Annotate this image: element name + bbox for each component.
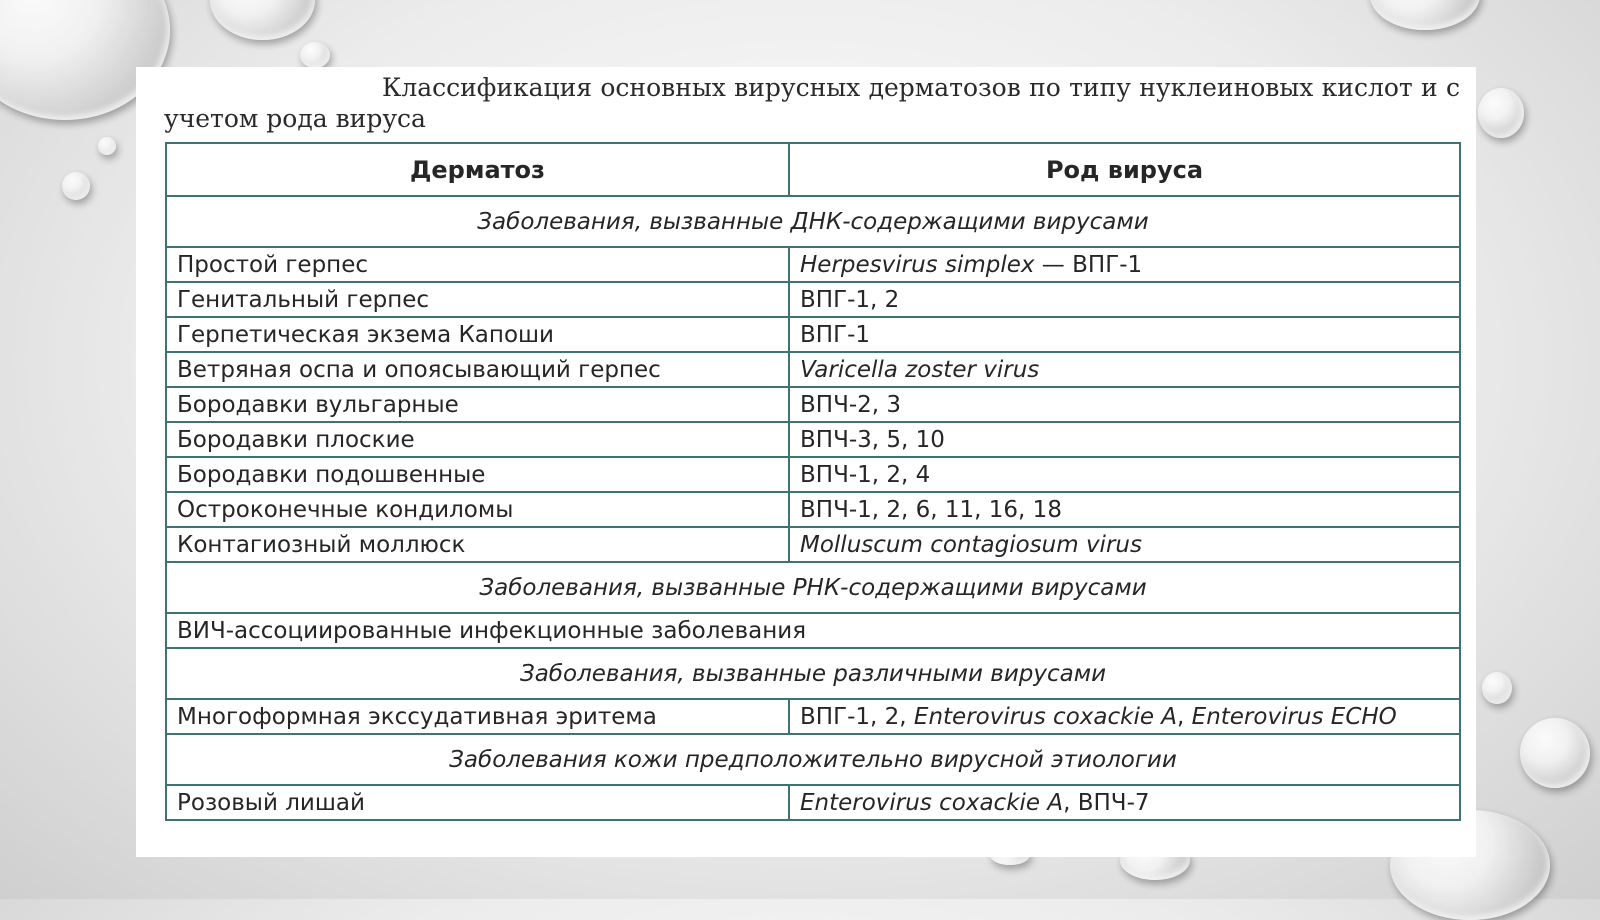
virus-text: ВПЧ-1, 2, 4 — [800, 461, 931, 488]
virus-italic-text: Varicella zoster virus — [800, 356, 1040, 383]
table-row — [166, 613, 1460, 648]
table-row — [166, 699, 1460, 734]
virus-cell — [789, 457, 1460, 492]
table-header-row — [166, 143, 1460, 196]
section-various: Заболевания, вызванные различными вирусами — [166, 648, 1460, 699]
table-row — [166, 492, 1460, 527]
water-drop-decoration — [1478, 88, 1524, 138]
dermatosis-cell: Бородавки вульгарные — [166, 387, 789, 422]
section-presumed: Заболевания кожи предположительно вирусной этиологии — [166, 734, 1460, 785]
table-row — [166, 785, 1460, 820]
table-row — [166, 282, 1460, 317]
table-row — [166, 527, 1460, 562]
dermatoses-table — [165, 142, 1461, 821]
section-row — [166, 648, 1460, 699]
section-row — [166, 734, 1460, 785]
virus-italic-text: Herpesvirus simplex — [800, 251, 1035, 278]
virus-text: ВПЧ-2, 3 — [800, 391, 902, 418]
water-drop-decoration — [62, 172, 90, 200]
virus-cell — [789, 422, 1460, 457]
virus-text: — ВПГ-1 — [1034, 251, 1143, 278]
dermatosis-cell: Многоформная экссудативная эритема — [166, 699, 789, 734]
section-row — [166, 562, 1460, 613]
header-dermatosis: Дерматоз — [166, 143, 789, 196]
header-virus-genus: Род вируса — [789, 143, 1460, 196]
virus-cell — [789, 352, 1460, 387]
dermatosis-cell: Остроконечные кондиломы — [166, 492, 789, 527]
virus-cell — [789, 387, 1460, 422]
virus-text: ВПГ-1, 2 — [800, 286, 900, 313]
table-row — [166, 457, 1460, 492]
virus-cell — [789, 282, 1460, 317]
dermatosis-cell: Простой герпес — [166, 247, 789, 282]
virus-italic-text: Molluscum contagiosum virus — [800, 531, 1142, 558]
virus-text: ВПЧ-1, 2, 6, 11, 16, 18 — [800, 496, 1062, 523]
table-row — [166, 247, 1460, 282]
virus-cell — [789, 247, 1460, 282]
dermatosis-cell: Контагиозный моллюск — [166, 527, 789, 562]
water-drop-decoration — [1370, 0, 1480, 30]
dermatosis-cell: Бородавки подошвенные — [166, 457, 789, 492]
dermatosis-cell: Розовый лишай — [166, 785, 789, 820]
water-drop-decoration — [1482, 672, 1512, 704]
section-rna: Заболевания, вызванные РНК-содержащими вирусами — [166, 562, 1460, 613]
table-row — [166, 422, 1460, 457]
caption-line-1: Классификация основных вирусных дерматозов по типу нуклеиновых кислот — [382, 73, 1413, 102]
dermatosis-cell: Бородавки плоские — [166, 422, 789, 457]
dermatosis-cell: Ветряная оспа и опоясывающий герпес — [166, 352, 789, 387]
table-caption — [164, 72, 1460, 134]
water-drop-decoration — [300, 42, 330, 68]
virus-cell — [789, 492, 1460, 527]
virus-text: , — [1177, 703, 1192, 730]
virus-cell — [789, 527, 1460, 562]
virus-text: ВПГ-1, 2, — [800, 703, 914, 730]
virus-cell — [789, 699, 1460, 734]
water-drop-decoration — [98, 137, 116, 155]
water-drop-decoration — [210, 0, 315, 40]
virus-italic-text: Enterovirus coxackie A — [913, 703, 1178, 730]
virus-italic-text: Enterovirus ECHO — [1191, 703, 1397, 730]
table-row — [166, 387, 1460, 422]
caption-line-2: и с учетом рода вируса — [164, 73, 1460, 133]
water-drop-decoration — [1520, 718, 1590, 788]
dermatosis-cell: ВИЧ-ассоциированные инфекционные заболевания — [166, 613, 1460, 648]
virus-cell — [789, 785, 1460, 820]
section-row — [166, 196, 1460, 247]
virus-text: , ВПЧ-7 — [1063, 789, 1150, 816]
section-dna: Заболевания, вызванные ДНК-содержащими вирусами — [166, 196, 1460, 247]
virus-cell — [789, 317, 1460, 352]
dermatosis-cell: Герпетическая экзема Капоши — [166, 317, 789, 352]
virus-italic-text: Enterovirus coxackie A — [800, 789, 1064, 816]
dermatosis-cell: Генитальный герпес — [166, 282, 789, 317]
virus-text: ВПГ-1 — [800, 321, 871, 348]
table-row — [166, 317, 1460, 352]
table-row — [166, 352, 1460, 387]
virus-text: ВПЧ-3, 5, 10 — [800, 426, 945, 453]
